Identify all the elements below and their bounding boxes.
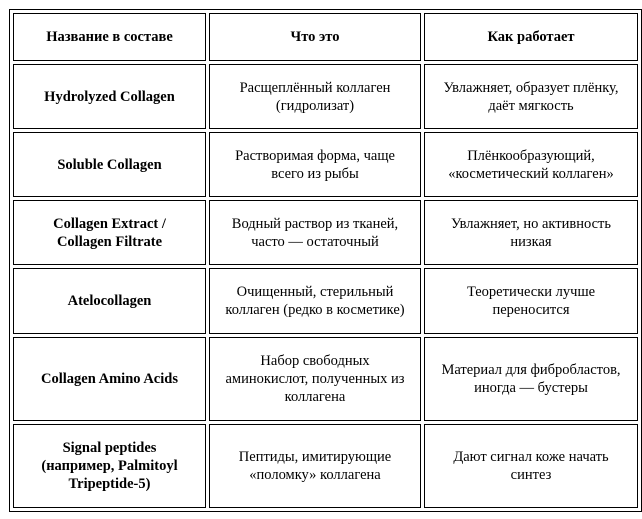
how-it-works-cell [424,268,638,333]
ingredient-name-cell [13,424,206,508]
what-it-is-cell [209,200,421,265]
table-row [13,337,638,421]
collagen-table [9,9,642,512]
ingredient-name-cell [13,337,206,421]
cell-line: иногда — бустеры [474,379,588,396]
cell-line: Увлажняет, но активность [451,215,611,232]
cell-line: Tripeptide-5) [68,475,151,492]
table-row [13,424,638,508]
cell-line: всего из рыбы [271,165,359,182]
table-row [13,268,638,333]
cell-line: Дают сигнал коже начать [453,448,609,465]
cell-line: Collagen Extract / [53,215,166,232]
table-row [13,64,638,129]
ingredient-name-cell [13,132,206,197]
what-it-is-cell [209,268,421,333]
cell-line: даёт мягкость [488,97,574,114]
ingredient-name-cell [13,268,206,333]
cell-line: Расщеплённый коллаген [239,79,391,96]
what-it-is-cell [209,64,421,129]
cell-line: «косметический коллаген» [448,165,614,182]
cell-line: Очищенный, стерильный [236,283,394,300]
cell-line: Collagen Filtrate [56,233,163,250]
cell-line: Soluble Collagen [57,156,162,173]
what-it-is-cell [209,132,421,197]
cell-line: Collagen Amino Acids [41,370,178,387]
header-name: Название в составе [13,13,206,61]
cell-line: низкая [510,233,552,250]
how-it-works-cell [424,424,638,508]
ingredient-name-cell [13,200,206,265]
cell-line: Пептиды, имитирующие [238,448,392,465]
cell-line: «поломку» коллагена [249,466,381,483]
table-row [13,200,638,265]
cell-line: Signal peptides [62,439,157,456]
cell-line: Растворимая форма, чаще [235,147,395,164]
cell-line: Atelocollagen [67,292,152,309]
cell-line: (гидролизат) [275,97,355,114]
header-row [13,13,638,61]
how-it-works-cell [424,337,638,421]
how-it-works-cell [424,132,638,197]
what-it-is-cell [209,337,421,421]
cell-line: коллаген (редко в косметике) [225,301,405,318]
cell-line: Материал для фибробластов, [441,361,621,378]
cell-line: переносится [492,301,570,318]
cell-line: коллагена [284,388,346,405]
cell-line: аминокислот, полученных из [225,370,405,387]
cell-line: Hydrolyzed Collagen [44,88,175,105]
header-how: Как работает [424,13,638,61]
how-it-works-cell [424,200,638,265]
cell-line: (например, Palmitoyl [41,457,178,474]
cell-line: Увлажняет, образует плёнку, [443,79,619,96]
cell-line: Набор свободных [260,352,370,369]
ingredient-name-cell [13,64,206,129]
how-it-works-cell [424,64,638,129]
header-what: Что это [209,13,421,61]
cell-line: Водный раствор из тканей, [231,215,399,232]
cell-line: Плёнкообразующий, [467,147,595,164]
table-row [13,132,638,197]
what-it-is-cell [209,424,421,508]
cell-line: Теоретически лучше [466,283,596,300]
cell-line: синтез [510,466,552,483]
cell-line: часто — остаточный [251,233,379,250]
